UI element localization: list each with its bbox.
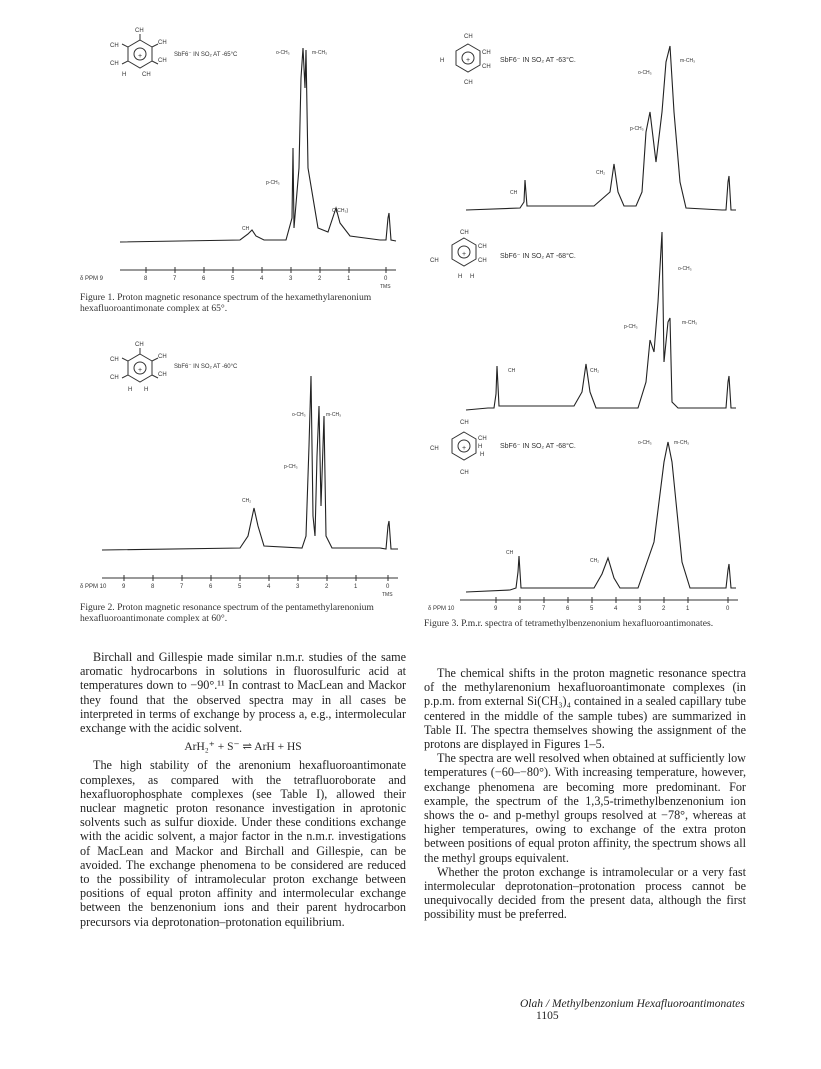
axis-tick: 9	[122, 584, 126, 590]
page-footer	[520, 998, 750, 1022]
panel-title: SbF6⁻ IN SO₂ AT -68°C.	[500, 253, 576, 260]
figure-3-spectra	[424, 22, 754, 618]
peak-label-c-ch3: C(CH₃)	[332, 208, 349, 214]
axis-tick: 6	[209, 584, 213, 590]
svg-text:CH: CH	[482, 50, 491, 56]
axis-tick: 7	[542, 606, 546, 612]
svg-text:CH: CH	[460, 230, 469, 236]
figure-2-caption	[80, 602, 410, 625]
peak-label-p-ch3: p-CH₃	[630, 126, 644, 132]
panel-title: SbF6⁻ IN SO₂ AT -68°C.	[500, 443, 576, 450]
axis-tick: 5	[238, 584, 242, 590]
svg-text:H: H	[458, 274, 463, 280]
hexamethylarenonium-structure	[122, 34, 158, 68]
svg-text:H: H	[470, 274, 475, 280]
figure-1-title: SbF6⁻ IN SO₂ AT -65°C	[174, 52, 238, 58]
caption-label: Figure 1.	[80, 292, 115, 303]
svg-text:H: H	[144, 387, 149, 393]
peak-label-p-ch3: p-CH₃	[266, 180, 280, 186]
svg-text:H: H	[128, 387, 133, 393]
svg-text:CH: CH	[460, 420, 469, 426]
peak-label-ch: CH	[506, 550, 514, 556]
axis-tick: 5	[231, 276, 235, 282]
paragraph: Whether the proton exchange is intramolecular or a very fast intermolecular deprotonation–protonation process cannot be unequivocally decided from the present data, although the first possibility must be preferred.	[424, 864, 746, 922]
peak-label-o-ch3: o-CH₃	[292, 412, 306, 418]
svg-text:+: +	[462, 445, 467, 452]
svg-text:CH: CH	[430, 258, 439, 264]
peak-label-m-ch3: m-CH₃	[326, 412, 342, 418]
svg-text:CH: CH	[110, 43, 119, 49]
svg-text:+: +	[466, 57, 471, 64]
svg-text:CH: CH	[110, 357, 119, 363]
axis-tick: 8	[518, 606, 522, 612]
axis-tick: 1	[347, 276, 351, 282]
peak-label-p-ch3: p-CH₃	[284, 464, 298, 470]
axis-tms: TMS	[380, 284, 391, 290]
peak-label-o-ch3: o-CH₃	[638, 440, 652, 446]
svg-text:CH: CH	[158, 40, 167, 46]
axis-tick: 4	[260, 276, 264, 282]
peak-label-ch2: CH₂	[590, 558, 600, 564]
svg-text:CH: CH	[158, 354, 167, 360]
paragraph: Birchall and Gillespie made similar n.m.r. studies of the same aromatic hydrocarbons in solutions in fluorosulfuric acid at temperatures down to −90°.¹¹ In contrast to MacLean and Mackor they found that the observed spectra may in all cases be interpreted in terms of exchange by process a, e.g., intermolecular exchange with the acidic solvent.	[80, 650, 406, 736]
svg-text:H: H	[480, 452, 485, 458]
axis-tick: 3	[289, 276, 293, 282]
svg-text:+: +	[138, 53, 143, 60]
right-column	[424, 666, 746, 922]
exchange-equation: ArH₂⁺ + S⁻ ⇌ ArH + HS	[184, 741, 302, 754]
svg-text:CH: CH	[464, 80, 473, 86]
svg-text:H: H	[122, 72, 127, 78]
svg-text:CH: CH	[135, 28, 144, 34]
svg-text:H: H	[440, 58, 445, 64]
peak-label-ch: CH	[508, 368, 516, 374]
peak-label-m-ch3: m-CH₃	[312, 50, 328, 56]
axis-tick: 0	[386, 584, 390, 590]
axis-tick: 8	[151, 584, 155, 590]
svg-text:CH: CH	[110, 375, 119, 381]
peak-label-ch: CH	[510, 190, 518, 196]
svg-text:H: H	[478, 444, 483, 450]
paragraph: The high stability of the arenonium hexafluoroantimonate complexes, as compared with the tetrafluoroborate and hexafluorophosphate complexes (see Table I), allowed their nuclear magnetic proton resonance investigation in aprotonic solvents such as sulfur dioxide. Under these conditions exchange with the acidic solvent, a major factor in the n.m.r. investigations of MacLean and Mackor and Birchall and Gillespie, can be avoided. The exchange phenomena to be considered are reduced to the possibility of intramolecular proton exchange between positions of equal proton affinity and intermolecular exchange between the benzenonium ions and their parent hydrocarbon precursors via deprotonation–protonation equilibrium.	[80, 758, 406, 929]
spectrum-trace	[466, 442, 736, 592]
figure-1-spectrum	[80, 18, 420, 290]
axis-tick: 4	[267, 584, 271, 590]
figure-2-spectrum	[80, 336, 420, 600]
peak-label-m-ch3: m-CH₃	[680, 58, 696, 64]
svg-text:CH: CH	[460, 470, 469, 476]
axis-tick: 6	[202, 276, 206, 282]
peak-label-ch: CH	[242, 226, 250, 232]
svg-text:CH: CH	[110, 61, 119, 67]
svg-text:CH: CH	[478, 258, 487, 264]
axis-tick: 3	[638, 606, 642, 612]
paragraph: The spectra are well resolved when obtained at sufficiently low temperatures (−60–−80°). With increasing temperature, however, exchange phenomena are becoming more predominant. For example, the spectrum of the 1,3,5-trimethylbenzenonium ion shows the o- and p-methyl groups resolved at −78°, whereas at higher temperatures, owing to exchange of the extra proton between positions of equal proton affinity, the spectrum shows all the methyl groups equivalent.	[424, 751, 746, 865]
pentamethylarenonium-structure	[122, 348, 158, 382]
svg-text:CH: CH	[464, 34, 473, 40]
svg-text:CH: CH	[135, 342, 144, 348]
svg-text:CH: CH	[158, 58, 167, 64]
paragraph: The chemical shifts in the proton magnetic resonance spectra of the methylarenonium hexafluoroantimonate complexes (in p.p.m. from external Si(CH₃)₄ contained in a sealed capillary tube centered in the middle of the sample tubes) are summarized in Table II. The spectra themselves showing the assignment of the protons are displayed in Figures 1–5.	[424, 666, 746, 752]
axis-tms: TMS	[382, 592, 393, 598]
axis-tick: 2	[318, 276, 322, 282]
svg-text:CH: CH	[482, 64, 491, 70]
running-title: Olah / Methylbenzonium Hexafluoroantimonates	[520, 998, 745, 1010]
axis-tick: 2	[325, 584, 329, 590]
svg-text:CH: CH	[158, 372, 167, 378]
axis-tick: 9	[494, 606, 498, 612]
axis-tick: 6	[566, 606, 570, 612]
svg-text:+: +	[138, 367, 143, 374]
figure-3-panel-3	[430, 420, 736, 592]
caption-text: P.m.r. spectra of tetramethylbenzenonium hexafluoroantimonates.	[461, 618, 714, 629]
panel-title: SbF6⁻ IN SO₂ AT -63°C.	[500, 57, 576, 64]
axis-tick: 2	[662, 606, 666, 612]
spectrum-trace	[102, 376, 398, 550]
axis-tick: 1	[686, 606, 690, 612]
svg-text:CH: CH	[478, 436, 487, 442]
figure-2-title: SbF6⁻ IN SO₂ AT -60°C	[174, 364, 238, 370]
peak-label-o-ch3: o-CH₃	[276, 50, 290, 56]
axis-tick: 5	[590, 606, 594, 612]
figure-3-caption	[424, 618, 754, 629]
axis-tick: 7	[173, 276, 177, 282]
axis-prefix: δ PPM 10	[428, 606, 455, 612]
axis-prefix: δ PPM 9	[80, 276, 104, 282]
svg-text:+: +	[462, 251, 467, 258]
axis-tick: 1	[354, 584, 358, 590]
peak-label-p-ch3: p-CH₃	[624, 324, 638, 330]
left-column	[80, 650, 406, 929]
spectrum-trace	[466, 46, 736, 210]
axis-tick: 8	[144, 276, 148, 282]
axis-prefix: δ PPM 10	[80, 584, 107, 590]
peak-label-o-ch3: o-CH₃	[638, 70, 652, 76]
peak-label-ch2: CH₂	[596, 170, 606, 176]
axis-tick: 7	[180, 584, 184, 590]
peak-label-ch2: CH₂	[242, 498, 252, 504]
figure-1-caption	[80, 292, 410, 315]
axis-tick: 4	[614, 606, 618, 612]
axis-tick: 0	[726, 606, 730, 612]
figure-3-panel-1	[440, 34, 736, 210]
spectrum-trace	[120, 48, 396, 242]
peak-label-m-ch3: m-CH₃	[674, 440, 690, 446]
caption-text: Proton magnetic resonance spectrum of the pentamethylarenonium hexafluoroantimonate complex at 60°.	[80, 602, 374, 625]
axis-tick: 0	[384, 276, 388, 282]
page-number: 1105	[536, 1010, 559, 1022]
figure-3-panel-2	[430, 230, 736, 410]
axis-tick: 3	[296, 584, 300, 590]
svg-text:CH: CH	[142, 72, 151, 78]
caption-label: Figure 3.	[424, 618, 459, 629]
svg-text:CH: CH	[430, 446, 439, 452]
peak-label-ch2: CH₂	[590, 368, 600, 374]
caption-label: Figure 2.	[80, 602, 115, 613]
peak-label-o-ch3: o-CH₃	[678, 266, 692, 272]
peak-label-m-ch3: m-CH₃	[682, 320, 698, 326]
caption-text: Proton magnetic resonance spectrum of the hexamethylarenonium hexafluoroantimonate complex at 65°.	[80, 292, 372, 315]
svg-text:CH: CH	[478, 244, 487, 250]
